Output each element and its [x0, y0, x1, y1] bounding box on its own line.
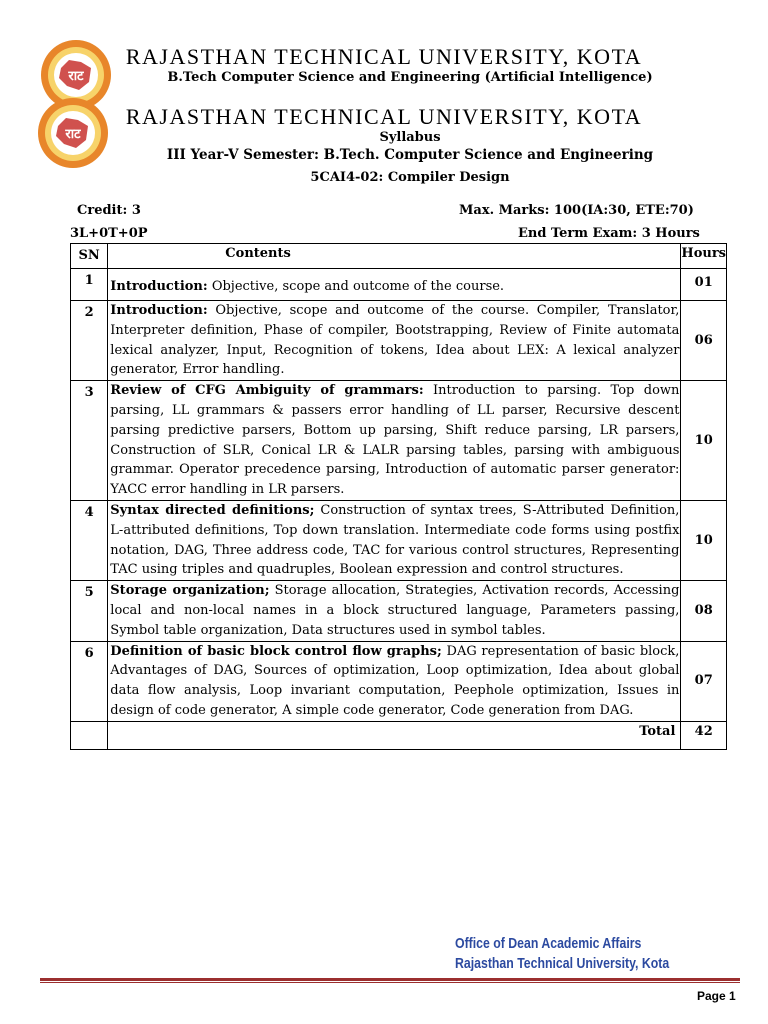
- row-hours: 08: [681, 581, 727, 641]
- row-text: Objective, scope and outcome of the course. Compiler, Translator, Interpreter definition, Phase of compiler, Bootstrapping, Review of Finite automata lexical analyzer, Input, Recognition of tokens, Idea about LEX: A lexical analyzer generator, Error handling.: [110, 303, 680, 378]
- row-text: DAG representation of basic block, Advantages of DAG, Sources of optimization, Loop optimization, Idea about global data flow analysis, Loop invariant computation, Peephole optimization, Issues in design of code generator, A simple code generator, Code generation from DAG.: [110, 643, 680, 718]
- row-content: [108, 381, 681, 501]
- row-content: [108, 269, 681, 301]
- page-number: Page 1: [697, 989, 736, 1003]
- course-code-title: 5CAI4-02: Compiler Design: [310, 170, 510, 185]
- row-text: Objective, scope and outcome of the course.: [207, 279, 505, 294]
- row-sn: 5: [71, 581, 108, 641]
- footer-rule-thin: [40, 982, 740, 983]
- row-title: Definition of basic block control flow graphs;: [110, 643, 442, 659]
- semester-line: III Year-V Semester: B.Tech. Computer Science and Engineering: [166, 147, 654, 163]
- row-sn: 6: [71, 641, 108, 721]
- total-label: Total: [108, 721, 681, 749]
- dean-stamp: [455, 934, 670, 974]
- header-sn: SN: [71, 244, 108, 269]
- table-row: [71, 641, 727, 721]
- table-row: [71, 269, 727, 301]
- header-hours: Hours: [681, 244, 727, 269]
- row-title: Syntax directed definitions;: [110, 502, 315, 518]
- table-row: [71, 301, 727, 381]
- total-hours: 42: [681, 721, 727, 749]
- row-content: [108, 581, 681, 641]
- footer-rule: [40, 978, 740, 981]
- row-text: Storage allocation, Strategies, Activation records, Accessing local and non-local names in a block structured language, Parameters passing, Symbol table organization, Data structures used in symbol tables.: [110, 583, 680, 638]
- row-sn: 2: [71, 301, 108, 381]
- row-text: Construction of syntax trees, S-Attributed Definition, L-attributed definitions, Top down translation. Intermediate code forms using postfix notation, DAG, Three address code, TAC for various control structures, Representing TAC using triples and quadruples, Boolean expression and control structures.: [110, 502, 680, 578]
- university-title-1: RAJASTHAN TECHNICAL UNIVERSITY, KOTA: [125, 44, 643, 69]
- table-header-row: [71, 244, 727, 269]
- row-title: Storage organization;: [110, 583, 270, 599]
- table-row: [71, 500, 727, 580]
- table-row: [71, 381, 727, 501]
- row-sn: 3: [71, 381, 108, 501]
- row-text: Introduction to parsing. Top down parsing, LL grammars & passers error handling of LL parser, Recursive descent parsing predictive parsers, Bottom up parsing, Shift reduce parsing, LR parsers, Construction of SLR, Conical LR & LALR parsing tables, parsing with ambiguous grammar. Operator precedence parsing, Introduction of automatic parser generator: YACC error handling in LR parsers.: [110, 383, 680, 498]
- svg-text:राट: राट: [68, 69, 84, 84]
- table-total-row: [71, 721, 727, 749]
- max-marks: Max. Marks: 100(IA:30, ETE:70): [459, 203, 694, 218]
- row-content: [108, 301, 681, 381]
- total-sn-empty: [71, 721, 108, 749]
- row-title: Introduction:: [110, 303, 208, 318]
- header-contents: Contents: [108, 244, 681, 269]
- row-hours: 01: [681, 269, 727, 301]
- row-hours: 06: [681, 301, 727, 381]
- row-sn: 1: [71, 269, 108, 301]
- stamp-line-2: Rajasthan Technical University, Kota: [455, 955, 670, 972]
- row-title: Review of CFG Ambiguity of grammars:: [110, 383, 424, 399]
- svg-text:राट: राट: [65, 127, 81, 142]
- stamp-line-1: Office of Dean Academic Affairs: [455, 935, 642, 952]
- row-content: [108, 500, 681, 580]
- row-hours: 10: [681, 500, 727, 580]
- university-title-2: RAJASTHAN TECHNICAL UNIVERSITY, KOTA: [125, 104, 643, 129]
- ltp: 3L+0T+0P: [70, 226, 148, 241]
- program-subtitle: B.Tech Computer Science and Engineering (Artificial Intelligence): [167, 70, 653, 85]
- row-hours: 07: [681, 641, 727, 721]
- end-term-exam: End Term Exam: 3 Hours: [518, 226, 700, 241]
- credit: Credit: 3: [77, 203, 141, 218]
- row-sn: 4: [71, 500, 108, 580]
- row-hours: 10: [681, 381, 727, 501]
- row-title: Introduction:: [110, 279, 208, 294]
- table-row: [71, 581, 727, 641]
- row-content: [108, 641, 681, 721]
- syllabus-table: [70, 243, 727, 750]
- syllabus-label: Syllabus: [379, 130, 441, 145]
